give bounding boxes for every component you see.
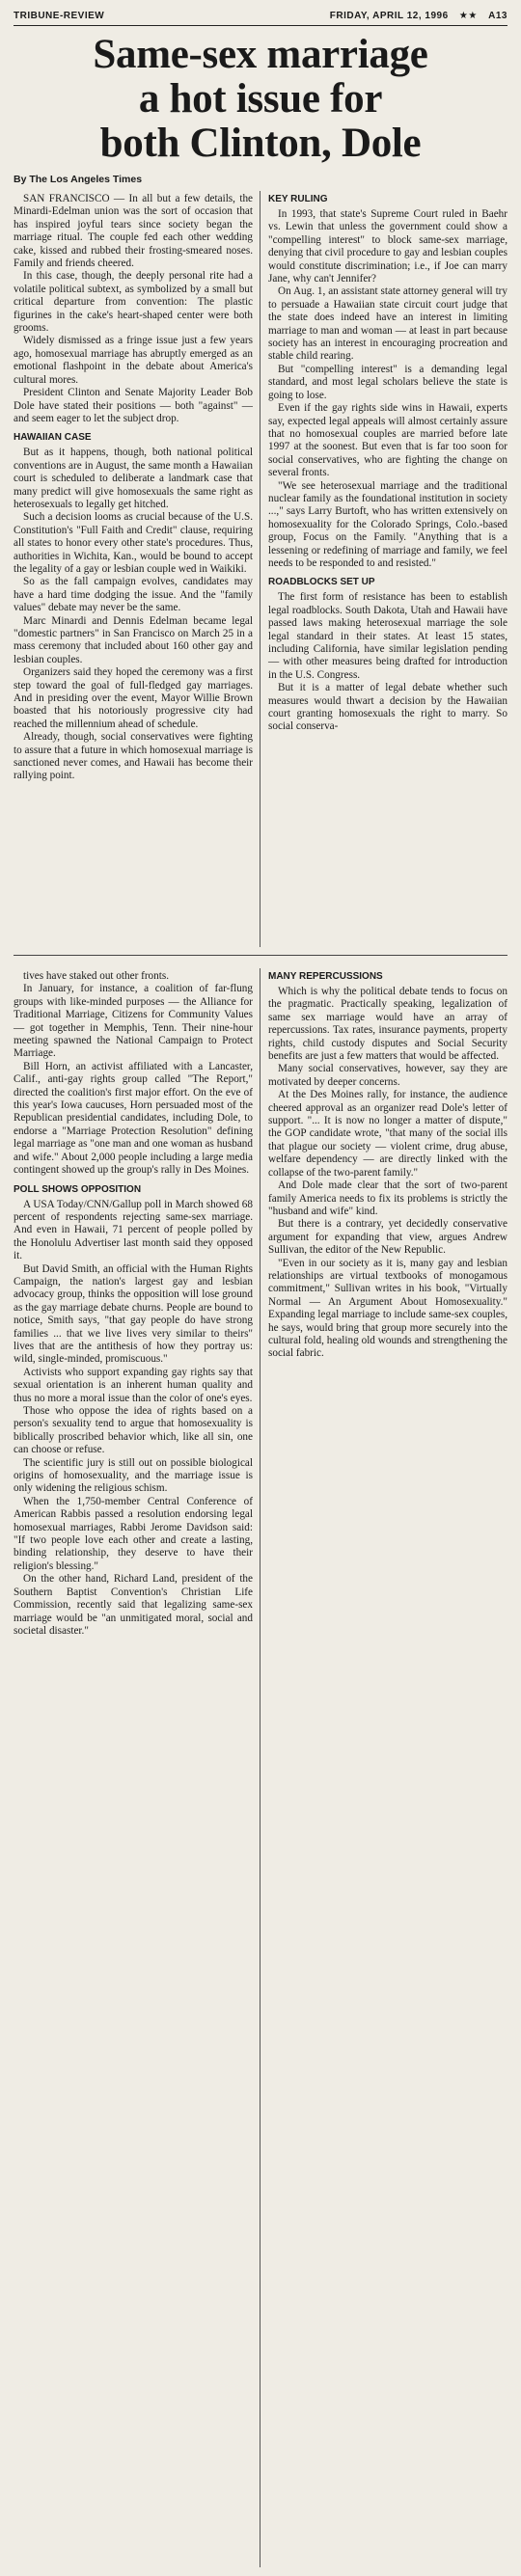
paragraph: Those who oppose the idea of rights based on a person's sexuality tend to argue that homosexuality is biblically proscribed behavior which, like all sin, one can choose or refuse.	[14, 1405, 253, 1456]
paragraph: But David Smith, an official with the Human Rights Campaign, the nation's largest gay and lesbian advocacy group, thinks the opposition will lose ground as the gay marriage debate churns. People are bound to notice, Smith says, "that gay people do have strong families ... that we live lives very similar to theirs" lives that are the antithesis of how they portray us: wild, single-minded, promiscuous."	[14, 1262, 253, 1366]
article-column-2	[268, 193, 507, 945]
paragraph: Marc Minardi and Dennis Edelman became legal "domestic partners" in San Francisco on March 25 in a mass ceremony that included about 160 other gay and lesbian couples.	[14, 614, 253, 665]
section-name: TRIBUNE-REVIEW	[14, 11, 105, 21]
paragraph: Such a decision looms as crucial because of the U.S. Constitution's "Full Faith and Credit" clause, requiring all states to honor every other state's procedures. Thus, authorities in Wichita, Kan., would be bound to accept the legality of a gay or lesbian couple wed in Waikiki.	[14, 511, 253, 575]
subhead: ROADBLOCKS SET UP	[268, 577, 375, 588]
paragraph: Widely dismissed as a fringe issue just a few years ago, homosexual marriage has abruptly emerged as an emotional flashpoint in the debate about America's cultural mores.	[14, 335, 253, 386]
paragraph: "Even in our society as it is, many gay and lesbian relationships are virtual textbooks of monogamous commitment," Sullivan writes in his book, "Virtually Normal — An Argument About Homosexuality." Expanding legal marriage to include same-sex couples, he says, would bring that group more securely into the cultural fold, healing old wounds and strengthening the social fabric.	[268, 1257, 507, 1360]
headline-line-1: Same-sex marriage	[93, 32, 428, 77]
subhead: POLL SHOWS OPPOSITION	[14, 1183, 142, 1195]
paragraph: But as it happens, though, both national political conventions are in August, the same month a Hawaiian court is scheduled to deliberate a landmark case that many predict will give homosexuals the same right as heterosexuals to legally get hitched.	[14, 447, 253, 510]
issue-date: FRIDAY, APRIL 12, 1996	[329, 11, 449, 21]
paragraph: The first form of resistance has been to establish legal roadblocks. South Dakota, Utah and Hawaii have passed laws making heterosexual marriage the sole legal standard in their states. At least 15 states, including California, have similar legislation pending — with other measures being drafted for introduction in the U.S. Congress.	[268, 591, 507, 681]
paragraph: In 1993, that state's Supreme Court ruled in Baehr vs. Lewin that unless the government could show a "compelling interest" to block same-sex marriage, denying that civil procedure to gay and lesbian couples would constitute discrimination; i.e., if Joe can marry Jane, why can't Jennifer?	[268, 208, 507, 285]
folio-right	[322, 11, 507, 21]
headline-line-2: a hot issue for	[138, 76, 383, 122]
paragraph: The scientific jury is still out on possible biological origins of homosexuality, and the marriage issue is only widening the religious schism.	[14, 1456, 253, 1495]
article-column-4	[268, 970, 507, 1761]
byline: By The Los Angeles Times	[14, 174, 143, 185]
paragraph: At the Des Moines rally, for instance, the audience cheered approval as an organizer read Dole's letter of support. "... It is now no longer a matter of dispute," the GOP candidate wrote, "that many of the social ills that plague our society — violent crime, drug abuse, welfare dependency — are directly linked with the collapse of the two-parent family."	[268, 1089, 507, 1179]
paragraph: Many social conservatives, however, say they are motivated by deeper concerns.	[268, 1063, 507, 1088]
section-divider	[14, 955, 507, 956]
paragraph: When the 1,750-member Central Conference of American Rabbis passed a resolution endorsing legal homosexual marriages, Rabbi Jerome Davidson said: "If two people love each other and create a lasting, binding relationship, they deserve to have their religion's blessing."	[14, 1495, 253, 1572]
paragraph: "We see heterosexual marriage and the traditional nuclear family as the foundational institution in society ...," says Larry Burtoft, who has written extensively on homosexuality for the Colorado Springs, Colo.-based group, Focus on the Family. "Anything that is a lessening or redefining of marriage and family, we feel needs to be responded to and resisted."	[268, 479, 507, 569]
subhead: KEY RULING	[268, 194, 328, 204]
edition-stars: ★★	[458, 11, 478, 21]
subhead: MANY REPERCUSSIONS	[268, 971, 383, 982]
page-number: A13	[488, 11, 507, 21]
paragraph: tives have staked out other fronts.	[23, 970, 169, 982]
paragraph: But there is a contrary, yet decidedly conservative argument for expanding that view, argues Andrew Sullivan, the editor of the New Republic.	[268, 1218, 507, 1257]
paragraph: So as the fall campaign evolves, candidates may have a hard time dodging the issue. And the "family values" debate may never be the same.	[14, 576, 253, 614]
headline	[14, 33, 507, 166]
paragraph: Even if the gay rights side wins in Hawaii, experts say, expected legal appeals will almost certainly assure that no homosexual couples are married before late 1997 at the soonest. But even that is far too soon for social conservatives, who are fighting the change on several fronts.	[268, 402, 507, 479]
paragraph: Organizers said they hoped the ceremony was a first step toward the goal of full-fledged gay marriages. And in presiding over the event, Mayor Willie Brown boasted that his notoriously progressive city had reached the millennium ahead of schedule.	[14, 666, 253, 730]
paragraph: On the other hand, Richard Land, president of the Southern Baptist Convention's Christian Life Commission, recently said that legalizing same-sex marriage would be "an unmitigated moral, social and societal disaster."	[14, 1573, 253, 1637]
article-column-3	[14, 970, 253, 2567]
paragraph: A USA Today/CNN/Gallup poll in March showed 68 percent of respondents rejecting same-sex marriage. And even in Hawaii, 71 percent of people polled by the Honolulu Advertiser last month said they opposed it.	[14, 1198, 253, 1262]
paragraph: Bill Horn, an activist affiliated with a Lancaster, Calif., anti-gay rights group called "The Report," directed the coalition's first major effort. On the eve of this year's Iowa caucuses, Horn persuaded most of the Republican presidential candidates, including Dole, to endorse a "Marriage Protection Resolution" defining legal marriage as "one man and one woman as husband and wife." About 2,000 people including a large media contingent showed up the group's rally in Des Moines.	[14, 1060, 253, 1177]
paragraph: Activists who support expanding gay rights say that sexual orientation is an inherent human quality and thus no more a moral issue than the color of one's eyes.	[14, 1366, 253, 1404]
article-column-1	[14, 193, 253, 945]
paragraph: On Aug. 1, an assistant state attorney general will try to persuade a Hawaiian state circuit court judge that the state does indeed have an interest in limiting marriage to man and woman — at least in part because society has an interest in encouraging procreation and stable child rearing.	[268, 285, 507, 363]
subhead: HAWAIIAN CASE	[14, 432, 92, 444]
paragraph: Which is why the political debate tends to focus on the pragmatic. Practically speaking, legalization of same sex marriage would have an array of repercussions. Tax rates, insurance payments, property rights, child custody disputes and Social Security benefits are just a few matters that would be affected.	[268, 986, 507, 1063]
headline-line-3: both Clinton, Dole	[99, 121, 422, 166]
paragraph: But "compelling interest" is a demanding legal standard, and most legal scholars believe the state is going to lose.	[268, 363, 507, 401]
paragraph: In this case, though, the deeply personal rite had a volatile political subtext, as symbolized by a small but critical departure from convention: The plastic figurines in the cake's heart-shaped center were both grooms.	[14, 270, 253, 335]
paragraph: President Clinton and Senate Majority Leader Bob Dole have stated their positions — both "against" — and seem eager to let the subject drop.	[14, 387, 253, 424]
folio-bar	[14, 8, 507, 26]
paragraph: SAN FRANCISCO — In all but a few details, the Minardi-Edelman union was the sort of occasion that has inspired joyful tears since society began the marriage ritual. The couple fed each other wedding cake, kissed and rubbed their frosting-smeared noses. Family and friends cheered.	[14, 193, 253, 270]
paragraph: And Dole made clear that the sort of two-parent family America needs to fix its problems is strictly the "husband and wife" kind.	[268, 1180, 507, 1217]
paragraph: But it is a matter of legal debate whether such measures would thwart a decision by the Hawaiian court granting homosexuals the right to marry. So social conserva-	[268, 682, 507, 733]
paragraph: In January, for instance, a coalition of far-flung groups with like-minded purposes — the Alliance for Traditional Marriage, Citizens for Community Values — got together in Memphis, Tenn. Their nine-hour meeting spawned the National Campaign to Protect Marriage.	[14, 983, 253, 1060]
paragraph: Already, though, social conservatives were fighting to assure that a future in which homosexual marriage is sanctioned never comes, and Hawaii has become their rallying point.	[14, 731, 253, 782]
